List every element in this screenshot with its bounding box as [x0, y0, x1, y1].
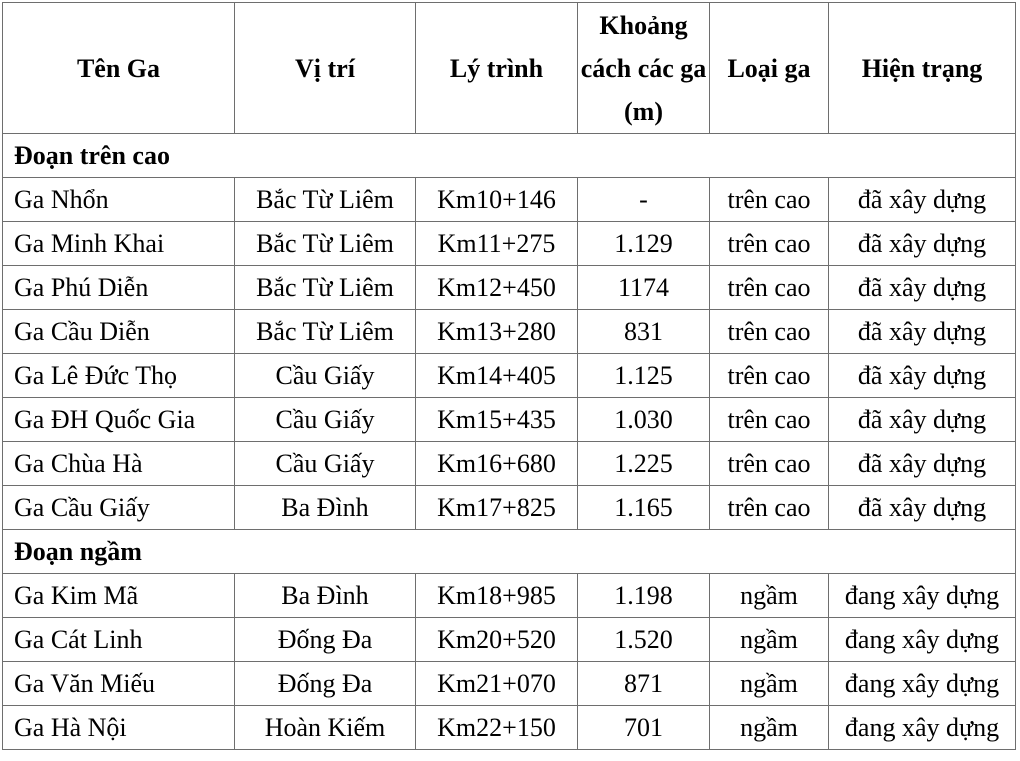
table-row: [3, 266, 1016, 310]
cell-location: Cầu Giấy: [235, 442, 416, 486]
cell-name: Ga Kim Mã: [3, 574, 235, 618]
cell-distance: -: [578, 178, 710, 222]
cell-location: Ba Đình: [235, 486, 416, 530]
cell-distance: 1.129: [578, 222, 710, 266]
header-name: Tên Ga: [3, 3, 235, 134]
cell-status: đã xây dựng: [829, 266, 1016, 310]
cell-type: trên cao: [710, 310, 829, 354]
cell-distance: 831: [578, 310, 710, 354]
table-row: [3, 618, 1016, 662]
section-title: Đoạn ngầm: [3, 530, 1016, 574]
cell-status: đang xây dựng: [829, 574, 1016, 618]
stations-table: [2, 2, 1016, 750]
header-row: [3, 3, 1016, 134]
cell-location: Đống Đa: [235, 662, 416, 706]
cell-name: Ga Chùa Hà: [3, 442, 235, 486]
cell-location: Cầu Giấy: [235, 398, 416, 442]
cell-location: Bắc Từ Liêm: [235, 266, 416, 310]
cell-status: đã xây dựng: [829, 178, 1016, 222]
header-chainage: Lý trình: [416, 3, 578, 134]
cell-chainage: Km15+435: [416, 398, 578, 442]
header-type: Loại ga: [710, 3, 829, 134]
section-row: [3, 530, 1016, 574]
header-distance: Khoảng cách các ga (m): [578, 3, 710, 134]
header-status: Hiện trạng: [829, 3, 1016, 134]
cell-type: ngầm: [710, 574, 829, 618]
table-row: [3, 222, 1016, 266]
cell-chainage: Km17+825: [416, 486, 578, 530]
cell-location: Hoàn Kiếm: [235, 706, 416, 750]
cell-status: đã xây dựng: [829, 398, 1016, 442]
cell-type: ngầm: [710, 662, 829, 706]
cell-name: Ga Cát Linh: [3, 618, 235, 662]
cell-type: ngầm: [710, 618, 829, 662]
table-row: [3, 442, 1016, 486]
cell-name: Ga Cầu Diễn: [3, 310, 235, 354]
cell-location: Bắc Từ Liêm: [235, 310, 416, 354]
cell-name: Ga Nhổn: [3, 178, 235, 222]
cell-distance: 1174: [578, 266, 710, 310]
cell-location: Bắc Từ Liêm: [235, 222, 416, 266]
table-row: [3, 486, 1016, 530]
table-row: [3, 178, 1016, 222]
cell-location: Cầu Giấy: [235, 354, 416, 398]
cell-name: Ga Hà Nội: [3, 706, 235, 750]
section-title: Đoạn trên cao: [3, 134, 1016, 178]
cell-status: đang xây dựng: [829, 662, 1016, 706]
section-row: [3, 134, 1016, 178]
cell-type: trên cao: [710, 442, 829, 486]
cell-type: trên cao: [710, 222, 829, 266]
cell-distance: 1.520: [578, 618, 710, 662]
cell-status: đã xây dựng: [829, 442, 1016, 486]
cell-status: đang xây dựng: [829, 618, 1016, 662]
cell-chainage: Km18+985: [416, 574, 578, 618]
table-row: [3, 398, 1016, 442]
cell-type: trên cao: [710, 178, 829, 222]
cell-distance: 1.125: [578, 354, 710, 398]
cell-chainage: Km21+070: [416, 662, 578, 706]
cell-type: trên cao: [710, 266, 829, 310]
cell-name: Ga Phú Diễn: [3, 266, 235, 310]
cell-status: đã xây dựng: [829, 222, 1016, 266]
cell-chainage: Km22+150: [416, 706, 578, 750]
cell-name: Ga Lê Đức Thọ: [3, 354, 235, 398]
table-row: [3, 662, 1016, 706]
cell-location: Bắc Từ Liêm: [235, 178, 416, 222]
cell-name: Ga ĐH Quốc Gia: [3, 398, 235, 442]
cell-distance: 1.225: [578, 442, 710, 486]
table-row: [3, 574, 1016, 618]
cell-type: ngầm: [710, 706, 829, 750]
cell-chainage: Km20+520: [416, 618, 578, 662]
cell-name: Ga Văn Miếu: [3, 662, 235, 706]
cell-chainage: Km11+275: [416, 222, 578, 266]
cell-name: Ga Minh Khai: [3, 222, 235, 266]
cell-location: Ba Đình: [235, 574, 416, 618]
cell-distance: 1.030: [578, 398, 710, 442]
cell-distance: 1.165: [578, 486, 710, 530]
table-row: [3, 310, 1016, 354]
table-body: [3, 134, 1016, 750]
cell-type: trên cao: [710, 486, 829, 530]
cell-distance: 1.198: [578, 574, 710, 618]
table-row: [3, 354, 1016, 398]
cell-chainage: Km12+450: [416, 266, 578, 310]
cell-status: đã xây dựng: [829, 486, 1016, 530]
cell-distance: 701: [578, 706, 710, 750]
cell-type: trên cao: [710, 354, 829, 398]
table-row: [3, 706, 1016, 750]
cell-chainage: Km10+146: [416, 178, 578, 222]
header-location: Vị trí: [235, 3, 416, 134]
cell-name: Ga Cầu Giấy: [3, 486, 235, 530]
cell-distance: 871: [578, 662, 710, 706]
cell-status: đã xây dựng: [829, 354, 1016, 398]
cell-chainage: Km13+280: [416, 310, 578, 354]
cell-status: đã xây dựng: [829, 310, 1016, 354]
cell-location: Đống Đa: [235, 618, 416, 662]
cell-status: đang xây dựng: [829, 706, 1016, 750]
cell-chainage: Km16+680: [416, 442, 578, 486]
cell-type: trên cao: [710, 398, 829, 442]
cell-chainage: Km14+405: [416, 354, 578, 398]
